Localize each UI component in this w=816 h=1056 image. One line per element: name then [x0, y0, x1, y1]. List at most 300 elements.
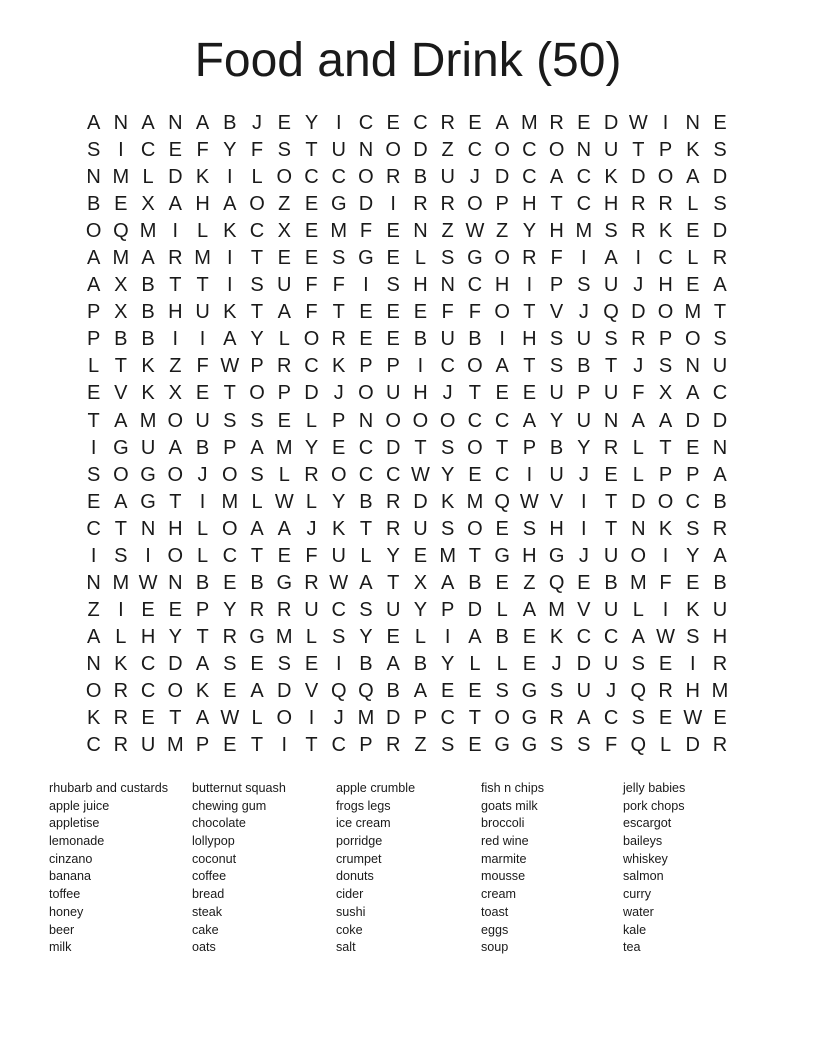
grid-cell: A	[713, 463, 727, 486]
grid-cell: O	[439, 409, 456, 432]
grid-cell: I	[662, 112, 669, 135]
grid-cell: F	[604, 734, 618, 757]
grid-cell: X	[114, 301, 128, 324]
word-list-column	[623, 780, 685, 957]
grid-cell: F	[305, 544, 318, 567]
grid-cell: C	[413, 112, 428, 135]
word-list-item: cream	[481, 887, 516, 902]
grid-cell: M	[711, 680, 729, 702]
grid-cell: J	[633, 355, 644, 378]
grid-cell: P	[658, 139, 673, 162]
grid-cell: T	[87, 409, 100, 432]
grid-cell: W	[656, 625, 675, 648]
grid-cell: O	[358, 166, 374, 189]
word-list-item: baileys	[623, 834, 663, 849]
grid-cell: E	[141, 707, 155, 730]
grid-cell: A	[359, 571, 373, 594]
grid-cell: B	[413, 328, 428, 351]
grid-cell: O	[630, 544, 647, 567]
grid-cell: Y	[686, 544, 700, 567]
grid-cell: L	[360, 544, 372, 567]
grid-cell: K	[86, 707, 101, 730]
grid-cell: E	[495, 571, 509, 594]
grid-cell: H	[712, 625, 728, 648]
grid-cell: O	[657, 490, 674, 513]
grid-cell: E	[168, 139, 182, 162]
grid-cell: U	[603, 382, 619, 405]
word-list-item: salt	[336, 940, 356, 955]
grid-cell: C	[522, 139, 537, 162]
grid-cell: I	[227, 247, 233, 270]
grid-cell: I	[662, 598, 669, 621]
grid-cell: N	[168, 571, 183, 594]
grid-cell: S	[549, 328, 564, 351]
grid-cell: B	[141, 274, 155, 297]
word-list-item: cinzano	[49, 851, 93, 866]
grid-cell: M	[466, 490, 484, 513]
grid-cell: L	[469, 652, 481, 675]
grid-cell: A	[86, 274, 101, 297]
grid-cell: H	[549, 517, 564, 540]
grid-cell: I	[118, 598, 124, 621]
grid-cell: R	[440, 112, 455, 135]
grid-cell: T	[169, 274, 182, 297]
grid-cell: A	[549, 166, 564, 189]
word-list-item: eggs	[481, 922, 509, 937]
grid-cell: B	[223, 112, 237, 135]
grid-cell: D	[603, 112, 619, 135]
grid-cell: D	[413, 139, 428, 162]
grid-cell: Y	[522, 220, 537, 243]
grid-cell: P	[250, 355, 264, 378]
grid-cell: E	[468, 680, 482, 702]
grid-cell: B	[713, 490, 727, 513]
grid-cell: C	[603, 625, 619, 648]
grid-cell: F	[196, 355, 209, 378]
grid-cell: H	[413, 382, 428, 405]
grid-cell: P	[386, 355, 400, 378]
grid-cell: T	[332, 301, 345, 324]
grid-cell: S	[440, 436, 455, 459]
grid-cell: D	[631, 301, 646, 324]
grid-cell: R	[712, 517, 728, 540]
word-list-item: rhubarb and custards	[49, 781, 169, 795]
grid-cell: B	[250, 571, 264, 594]
grid-cell: Z	[169, 355, 182, 378]
grid-cell: I	[581, 517, 587, 540]
word-list-column	[192, 780, 286, 957]
grid-cell: E	[277, 409, 291, 432]
grid-cell: M	[684, 301, 702, 324]
grid-cell: O	[385, 139, 401, 162]
grid-cell: R	[413, 193, 428, 216]
grid-cell: D	[413, 490, 428, 513]
word-list-column	[49, 780, 168, 957]
grid-cell: U	[277, 274, 292, 297]
grid-cell: A	[495, 355, 509, 378]
grid-cell: R	[712, 734, 728, 757]
grid-cell: R	[440, 193, 455, 216]
grid-cell: G	[140, 490, 156, 513]
grid-cell: W	[465, 220, 485, 243]
grid-cell: S	[658, 355, 673, 378]
grid-cell: S	[631, 707, 645, 730]
grid-cell: E	[304, 247, 319, 270]
grid-cell: A	[713, 274, 727, 297]
grid-cell: I	[689, 652, 696, 675]
grid-cell: N	[358, 139, 374, 162]
grid-cell: C	[494, 463, 510, 486]
grid-cell: U	[140, 734, 156, 757]
word-list-item: escargot	[623, 816, 672, 831]
grid-cell: E	[223, 734, 237, 757]
grid-cell: F	[550, 247, 563, 270]
grid-cell: D	[712, 166, 728, 189]
grid-cell: Q	[330, 680, 347, 702]
grid-cell: E	[386, 220, 400, 243]
word-list-item: ice cream	[336, 816, 391, 831]
grid-cell: U	[603, 274, 619, 297]
grid-cell: W	[519, 490, 539, 513]
grid-cell: E	[713, 112, 727, 135]
grid-cell: H	[522, 193, 537, 216]
word-list-item: honey	[49, 904, 84, 919]
grid-cell: X	[141, 193, 155, 216]
grid-cell: B	[577, 355, 591, 378]
grid-cell: E	[468, 463, 482, 486]
grid-cell: A	[522, 409, 537, 432]
word-list-item: frogs legs	[336, 798, 391, 813]
grid-cell: K	[658, 517, 673, 540]
grid-cell: Z	[523, 571, 536, 594]
grid-cell: C	[222, 544, 238, 567]
grid-cell: K	[686, 598, 700, 621]
grid-cell: S	[114, 544, 128, 567]
grid-cell: C	[576, 193, 592, 216]
grid-cell: L	[305, 409, 318, 432]
grid-cell: D	[277, 680, 292, 702]
grid-cell: O	[85, 680, 102, 702]
grid-cell: B	[141, 301, 155, 324]
grid-cell: B	[114, 328, 128, 351]
grid-cell: B	[604, 571, 618, 594]
grid-cell: Z	[441, 220, 454, 243]
grid-cell: O	[85, 220, 102, 243]
grid-cell: C	[576, 166, 592, 189]
grid-cell: K	[332, 517, 346, 540]
grid-cell: T	[250, 544, 264, 567]
grid-cell: N	[440, 274, 455, 297]
grid-cell: G	[521, 680, 538, 702]
grid-cell: S	[713, 139, 727, 162]
grid-cell: Z	[414, 734, 427, 757]
grid-cell: T	[169, 490, 182, 513]
grid-cell: Y	[332, 490, 346, 513]
grid-cell: W	[220, 707, 240, 730]
grid-cell: I	[90, 544, 97, 567]
grid-cell: B	[359, 490, 373, 513]
grid-cell: J	[333, 382, 344, 405]
grid-cell: M	[194, 247, 211, 270]
word-list-item: kale	[623, 922, 647, 937]
grid-cell: L	[142, 166, 154, 189]
grid-cell: M	[357, 707, 375, 730]
grid-cell: T	[305, 734, 318, 757]
grid-cell: S	[332, 625, 346, 648]
grid-cell: H	[522, 328, 537, 351]
grid-cell: Y	[386, 544, 400, 567]
grid-cell: G	[521, 734, 538, 757]
grid-cell: A	[114, 409, 128, 432]
grid-cell: S	[686, 625, 700, 648]
grid-cell: A	[223, 193, 237, 216]
grid-cell: F	[196, 139, 209, 162]
grid-cell: L	[305, 490, 318, 513]
grid-cell: H	[494, 274, 510, 297]
grid-cell: C	[331, 598, 346, 621]
grid-cell: E	[686, 436, 700, 459]
grid-cell: Y	[577, 436, 591, 459]
grid-cell: A	[141, 112, 155, 135]
grid-cell: M	[629, 571, 647, 594]
grid-cell: O	[684, 328, 701, 351]
grid-cell: H	[549, 220, 564, 243]
grid-cell: N	[113, 112, 129, 135]
grid-cell: I	[118, 139, 124, 162]
grid-cell: P	[658, 463, 673, 486]
grid-cell: H	[603, 193, 619, 216]
grid-cell: V	[577, 598, 591, 621]
grid-cell: T	[604, 355, 618, 378]
grid-cell: L	[251, 707, 263, 730]
grid-cell: X	[114, 274, 128, 297]
grid-cell: P	[195, 734, 210, 757]
grid-cell: X	[168, 382, 182, 405]
grid-cell: S	[250, 409, 264, 432]
word-list-item: tea	[623, 940, 641, 955]
grid-cell: I	[199, 490, 206, 513]
grid-cell: O	[548, 139, 565, 162]
grid-cell: R	[277, 355, 292, 378]
grid-cell: T	[550, 193, 563, 216]
grid-cell: T	[604, 490, 618, 513]
grid-cell: R	[712, 247, 728, 270]
grid-cell: S	[250, 463, 264, 486]
grid-cell: O	[222, 517, 238, 540]
word-list-item: coconut	[192, 851, 237, 866]
grid-cell: R	[549, 112, 564, 135]
grid-cell: A	[577, 707, 591, 730]
grid-cell: J	[469, 166, 480, 189]
grid-cell: N	[603, 409, 619, 432]
grid-cell: Y	[440, 652, 455, 675]
grid-cell: I	[662, 544, 669, 567]
grid-cell: O	[467, 193, 483, 216]
grid-cell: K	[440, 490, 455, 513]
word-list-item: jelly babies	[623, 781, 686, 795]
word-list-item: lollypop	[192, 834, 235, 849]
grid-cell: N	[631, 517, 646, 540]
grid-cell: M	[112, 247, 130, 270]
grid-cell: U	[712, 598, 728, 621]
grid-cell: A	[250, 517, 264, 540]
grid-cell: B	[549, 436, 564, 459]
grid-cell: O	[167, 463, 184, 486]
grid-cell: U	[385, 382, 401, 405]
grid-cell: C	[467, 274, 483, 297]
word-list-item: broccoli	[481, 816, 525, 831]
grid-cell: E	[277, 112, 291, 135]
word-list-item: porridge	[336, 834, 383, 849]
grid-cell: N	[86, 166, 101, 189]
grid-cell: U	[440, 328, 455, 351]
grid-cell: C	[467, 139, 483, 162]
grid-cell: S	[495, 680, 509, 702]
grid-cell: U	[603, 139, 619, 162]
word-list-item: oats	[192, 940, 216, 955]
grid-cell: R	[385, 490, 401, 513]
grid-cell: E	[658, 652, 673, 675]
grid-cell: M	[139, 220, 157, 243]
grid-cell: C	[140, 680, 156, 702]
grid-cell: J	[551, 652, 562, 675]
grid-cell: P	[195, 598, 210, 621]
word-list-item: steak	[192, 904, 223, 919]
grid-cell: M	[112, 571, 130, 594]
grid-cell: S	[686, 517, 700, 540]
grid-cell: H	[413, 274, 428, 297]
grid-cell: P	[277, 382, 291, 405]
grid-cell: Q	[358, 680, 374, 702]
grid-cell: E	[495, 382, 509, 405]
grid-cell: K	[549, 625, 564, 648]
grid-cell: E	[304, 652, 319, 675]
grid-cell: M	[139, 409, 157, 432]
grid-cell: Y	[250, 328, 264, 351]
grid-cell: P	[86, 301, 101, 324]
grid-cell: L	[632, 436, 644, 459]
grid-cell: D	[168, 652, 183, 675]
grid-cell: M	[275, 436, 293, 459]
grid-cell: O	[657, 301, 674, 324]
grid-cell: A	[413, 680, 428, 702]
grid-cell: A	[440, 571, 455, 594]
grid-cell: D	[385, 707, 401, 730]
grid-cell: S	[549, 680, 564, 702]
grid-cell: C	[304, 355, 319, 378]
grid-cell: H	[195, 193, 210, 216]
grid-cell: S	[440, 517, 455, 540]
grid-cell: Q	[113, 220, 129, 243]
grid-cell: I	[335, 652, 342, 675]
grid-cell: L	[414, 247, 426, 270]
grid-cell: E	[277, 544, 291, 567]
grid-cell: T	[659, 436, 672, 459]
puzzle-title: Food and Drink (50)	[194, 34, 622, 87]
grid-cell: U	[140, 436, 156, 459]
grid-cell: D	[685, 734, 700, 757]
word-list-item: pork chops	[623, 798, 685, 813]
grid-cell: X	[658, 382, 673, 405]
grid-cell: L	[659, 734, 672, 757]
grid-cell: I	[90, 436, 97, 459]
grid-cell: C	[576, 625, 592, 648]
grid-cell: E	[114, 193, 128, 216]
grid-cell: A	[604, 247, 618, 270]
word-list-item: toast	[481, 904, 509, 919]
grid-cell: L	[278, 463, 290, 486]
grid-cell: R	[603, 436, 619, 459]
word-list-item: water	[623, 904, 654, 919]
grid-cell: D	[685, 409, 700, 432]
grid-cell: T	[414, 436, 427, 459]
word-list-item: coffee	[192, 869, 227, 884]
grid-cell: E	[386, 247, 400, 270]
grid-cell: C	[712, 382, 728, 405]
grid-cell: C	[440, 355, 455, 378]
grid-cell: Y	[304, 112, 319, 135]
grid-cell: T	[196, 274, 209, 297]
grid-cell: P	[86, 328, 101, 351]
grid-cell: A	[86, 112, 101, 135]
grid-cell: E	[359, 301, 373, 324]
grid-cell: S	[277, 652, 291, 675]
word-list-item: cake	[192, 922, 219, 937]
grid-cell: P	[577, 382, 591, 405]
word-list-item: mousse	[481, 869, 526, 884]
grid-cell: Y	[359, 625, 373, 648]
word-list-column	[336, 780, 415, 957]
grid-cell: I	[635, 247, 642, 270]
grid-cell: U	[603, 544, 619, 567]
word-list-item: appletise	[49, 816, 100, 831]
grid-cell: E	[332, 436, 346, 459]
word-list-item: crumpet	[336, 851, 382, 866]
grid-cell: M	[521, 112, 538, 135]
grid-cell: L	[196, 517, 209, 540]
grid-cell: G	[330, 193, 347, 216]
grid-cell: P	[686, 463, 700, 486]
grid-cell: E	[86, 490, 101, 513]
grid-cell: L	[687, 247, 699, 270]
grid-cell: R	[631, 328, 646, 351]
grid-cell: B	[195, 571, 210, 594]
grid-cell: F	[359, 220, 373, 243]
grid-cell: A	[195, 652, 210, 675]
grid-cell: W	[329, 571, 349, 594]
grid-cell: P	[658, 328, 673, 351]
grid-cell: R	[385, 166, 401, 189]
grid-cell: E	[522, 652, 537, 675]
grid-cell: O	[276, 166, 293, 189]
grid-cell: B	[413, 166, 428, 189]
grid-cell: C	[658, 247, 673, 270]
grid-cell: R	[549, 707, 564, 730]
grid-cell: F	[632, 382, 645, 405]
word-list-item: chocolate	[192, 816, 246, 831]
grid-cell: O	[467, 355, 483, 378]
grid-cell: E	[277, 247, 291, 270]
grid-cell: Q	[630, 734, 647, 757]
grid-cell: P	[332, 409, 346, 432]
grid-cell: G	[358, 247, 374, 270]
grid-cell: U	[549, 382, 564, 405]
grid-cell: C	[331, 166, 346, 189]
grid-cell: S	[250, 274, 264, 297]
grid-cell: O	[657, 166, 674, 189]
grid-cell: H	[168, 517, 183, 540]
grid-cell: T	[169, 707, 182, 730]
